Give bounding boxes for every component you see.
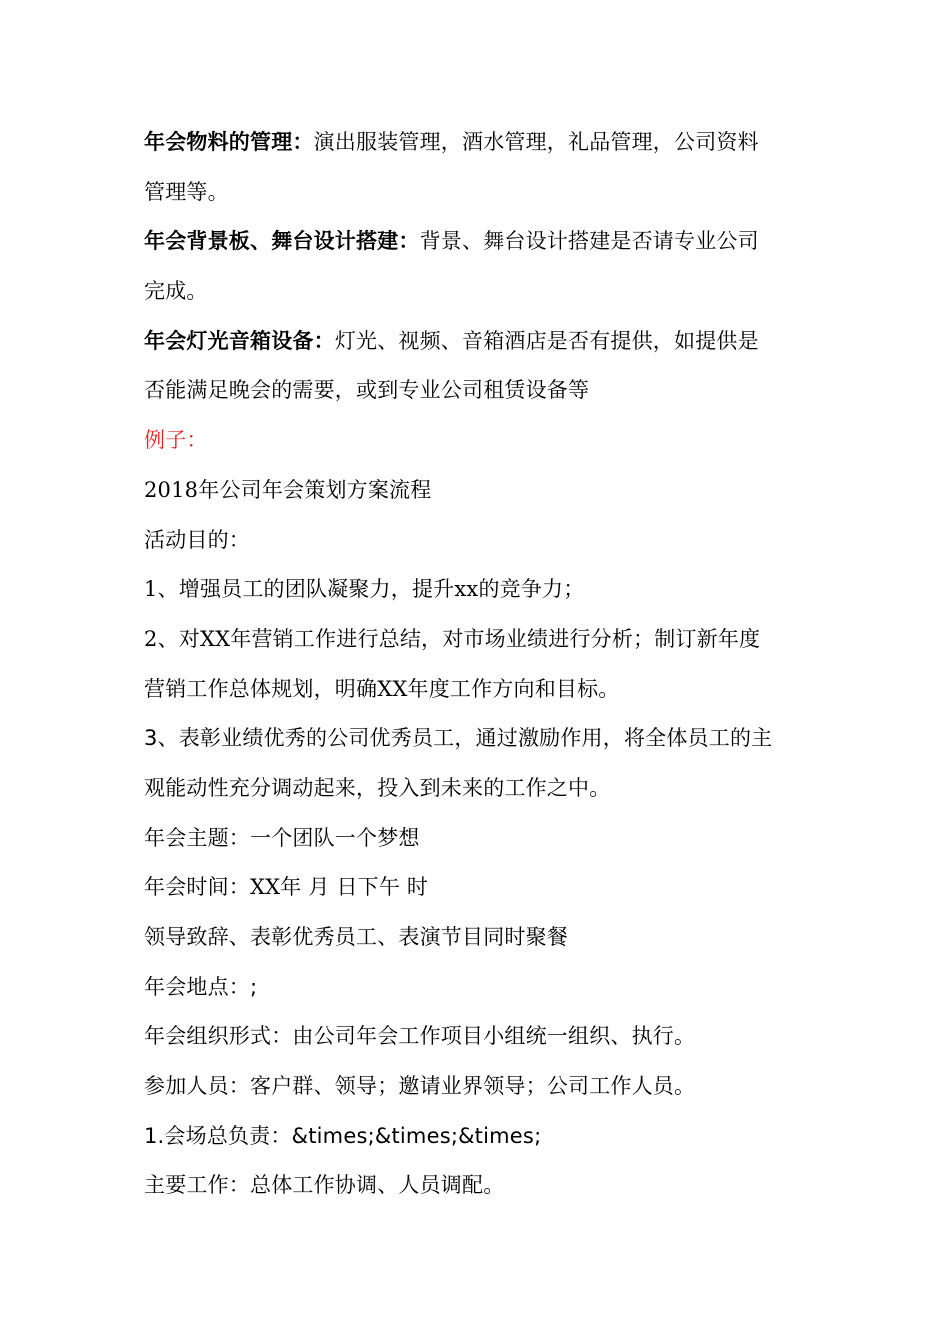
annual-meeting-participants: 参加人员：客户群、领导；邀请业界领导；公司工作人员。 [144,1074,696,1099]
materials-paragraph-line-2: 管理等。 [144,179,229,204]
purpose-item-1: 1、增强员工的团队凝聚力，提升xx的竞争力； [144,577,585,602]
annual-meeting-time: 年会时间：XX年 月 日下午 时 [144,875,429,900]
materials-text: 演出服装管理，酒水管理，礼品管理，公司资料 [313,130,759,154]
lighting-heading: 年会灯光音箱设备： [144,328,335,353]
lighting-text: 灯光、视频、音箱酒店是否有提供，如提供是 [334,328,759,353]
stage-paragraph-line-1 [144,217,814,267]
purpose-item-3-line-1: 3、表彰业绩优秀的公司优秀员工，通过激励作用，将全体员工的主 [144,726,773,751]
annual-meeting-theme: 年会主题：一个团队一个梦想 [144,825,420,850]
document-page [144,118,814,1211]
annual-meeting-agenda: 领导致辞、表彰优秀员工、表演节目同时聚餐 [144,925,568,949]
purpose-item-2-line-1: 2、对XX年营销工作进行总结，对市场业绩进行分析；制订新年度 [144,626,761,651]
example-label: 例子： [144,428,208,453]
purpose-item-2-line-2: 营销工作总体规划，明确XX年度工作方向和目标。 [144,676,620,701]
stage-text: 背景、舞台设计搭建是否请专业公司 [419,229,759,254]
main-work: 主要工作：总体工作协调、人员调配。 [144,1173,505,1198]
plan-title: 2018年公司年会策划方案流程 [144,477,432,502]
lighting-paragraph-line-2: 否能满足晚会的需要，或到专业公司租赁设备等 [144,378,590,403]
materials-heading: 年会物料的管理： [144,130,314,154]
materials-paragraph-line-1 [144,118,814,168]
stage-heading: 年会背景板、舞台设计搭建： [144,229,420,254]
purpose-item-3-line-2: 观能动性充分调动起来，投入到未来的工作之中。 [144,775,611,800]
stage-paragraph-line-2: 完成。 [144,279,208,304]
lighting-paragraph-line-1 [144,317,814,367]
venue-lead: 1.会场总负责：&times;&times;&times; [144,1123,542,1148]
annual-meeting-location: 年会地点：; [144,974,258,999]
annual-meeting-organization: 年会组织形式：由公司年会工作项目小组统一组织、执行。 [144,1024,696,1049]
purpose-label: 活动目的： [144,527,250,552]
